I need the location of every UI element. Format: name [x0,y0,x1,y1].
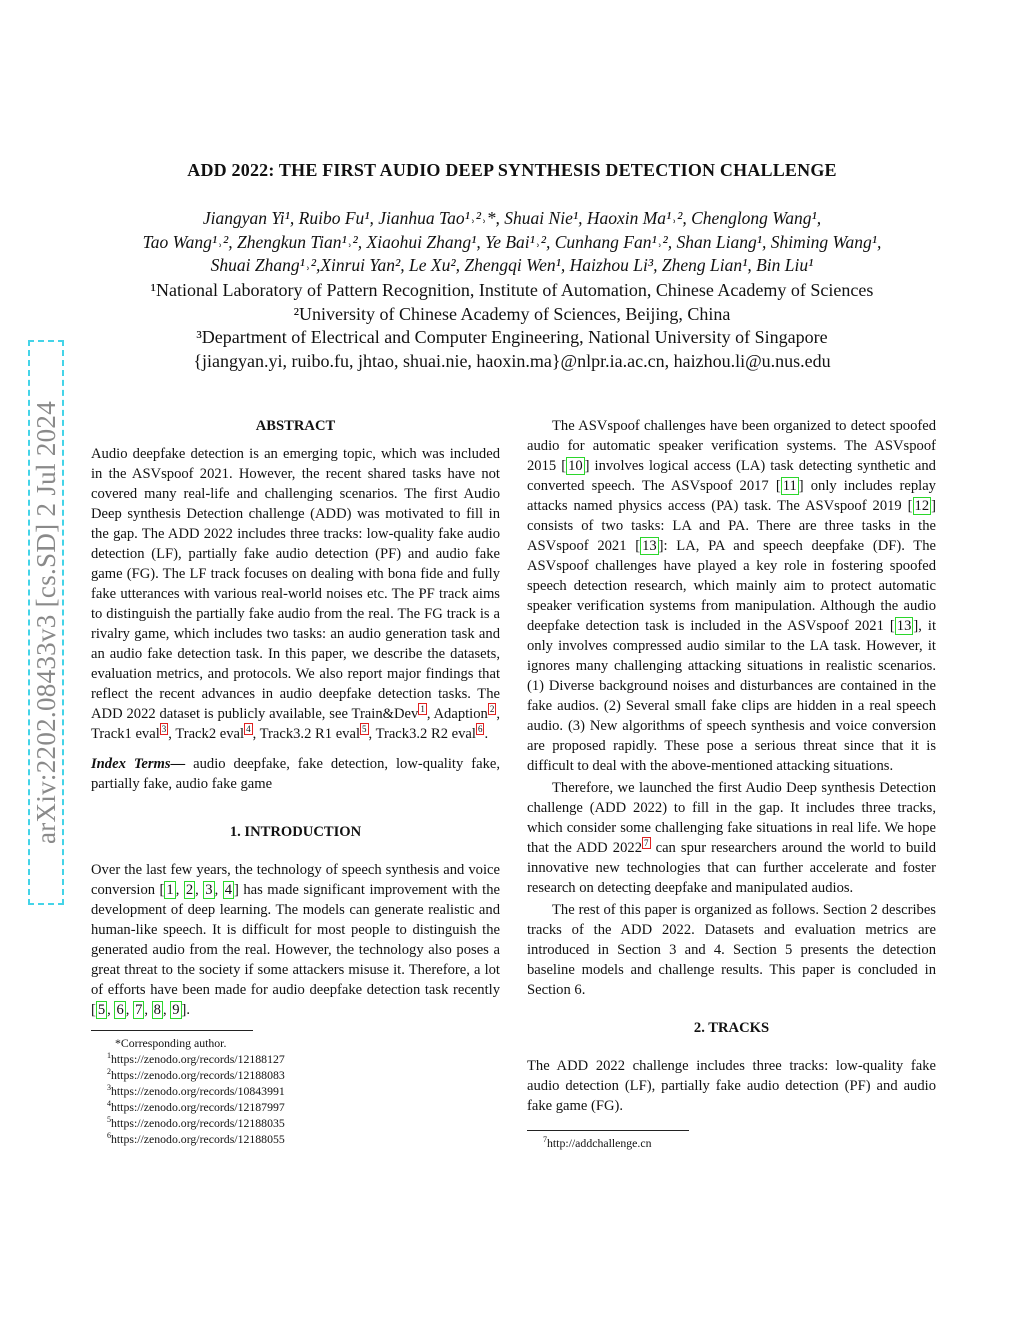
section-heading-tracks: 2. TRACKS [693,1020,770,1036]
footnote-divider [91,1030,253,1031]
footnote-url[interactable]: http://addchallenge.cn [547,1136,652,1150]
motivation-paragraph: Therefore, we launched the first Audio Deep synthesis Detection challenge (ADD 2022) to fill in the gap. It includes three tracks, which consider some challenging fake situations in real life. We hope that the ADD 2022 $^7$ can spur researchers around the world to build innovative new technologies that can further accelerate and foster research on detecting deepfake and manipulated audios. [527,780,936,896]
citation[interactable]: 3 [205,882,213,898]
intro-text: has made significant improvement with the development of deep learning. The models can generate realistic and human-like speech. It is difficult for most people to distinguish the generated audio from the real. However, the technology also poses a great threat to the society if some attackers misuse it. Therefore, a lot of efforts have been made for audio deepfake detection task recently [91,882,501,998]
author-emails: {jiangyan.yi, ruibo.fu, jhtao, shuai.nie, haoxin.ma}@nlpr.ia.ac.cn, haizhou.li@u.nus.edu [193,350,831,371]
footnote-url[interactable]: https://zenodo.org/records/10843991 [111,1084,285,1098]
author-line: Tao Wang¹˒², Zhengkun Tian¹˒², Xiaohui Zhang¹, Ye Bai¹˒², Cunhang Fan¹˒², Shan Liang¹, Shiming Wang¹, [142,231,882,252]
footnote-corresponding: *Corresponding author. [115,1036,227,1050]
citation[interactable]: 1 [166,882,174,898]
footnote-url[interactable]: https://zenodo.org/records/12188035 [111,1116,285,1130]
footnote: $^4$https://zenodo.org/records/12187997 [107,1099,285,1114]
footnote: $^2$https://zenodo.org/records/12188083 [107,1067,285,1082]
author-list [40,207,984,278]
dataset-link[interactable]: Adaption [433,706,488,722]
footnote-url[interactable]: https://zenodo.org/records/12187997 [111,1100,285,1114]
dataset-link[interactable]: Track2 eval [175,726,245,742]
right-column [527,416,936,1151]
dataset-link[interactable]: Train&Dev [351,706,419,722]
abstract-heading: ABSTRACT [255,418,336,434]
dataset-link[interactable]: Track1 eval [91,726,160,742]
affiliation-list [40,279,984,373]
dataset-link[interactable]: Track3.2 R2 eval [375,726,476,742]
footnote-divider [527,1130,689,1131]
author-line: Shuai Zhang¹˒²,Xinrui Yan², Le Xu², Zhengqi Wen¹, Haizhou Li³, Zheng Lian¹, Bin Liu¹ [210,255,814,275]
citation[interactable]: 9 [172,1002,180,1018]
citation[interactable]: 13 [896,618,912,634]
citation[interactable]: 13 [642,538,657,554]
citation[interactable]: 2 [185,882,194,898]
author-line: Jiangyan Yi¹, Ruibo Fu¹, Jianhua Tao¹˒²˒*, Shuai Nie¹, Haoxin Ma¹˒², Chenglong Wang¹, [202,208,822,228]
paper-title: ADD 2022: THE FIRST AUDIO DEEP SYNTHESIS DETECTION CHALLENGE [187,160,837,180]
affiliation: ²University of Chinese Academy of Sciences, Beijing, China [293,303,731,324]
outline-paragraph: The rest of this paper is organized as follows. Section 2 describes tracks of the ADD 2022. Datasets and evaluation metrics are introduced in Section 3 and 4. Section 5 presents the detection baseline models and challenge results. This paper is concluded in Section 6. [527,902,936,998]
citation[interactable]: 4 [224,882,232,898]
citation[interactable]: 10 [568,458,583,474]
affiliation: ¹National Laboratory of Pattern Recognition, Institute of Automation, Chinese Academy of Sciences [150,280,874,300]
index-terms [91,754,500,794]
citation[interactable]: 12 [914,498,930,514]
section-heading-introduction: 1. INTRODUCTION [229,824,362,840]
footnote: $^6$https://zenodo.org/records/12188055 [107,1131,285,1146]
abstract-text: Audio deepfake detection is an emerging topic, which was included in the ASVspoof 2021. However, the recent shared tasks have not covered many real-life and challenging scenarios. The first Audio Deep synthesis Detection challenge (ADD) was motivated to fill in the gap. The ADD 2022 includes three tracks: low-quality fake audio detection (LF), partially fake audio detection (PF) and audio fake game (FG). The LF track focuses on dealing with bona fide and fully fake utterances with various real-world noises etc. The PF track aims to distinguish the partially fake audio from the real. The FG track is a rivalry game, which includes two tasks: an audio generation task and an audio fake detection task. In this paper, we describe the datasets, evaluation metrics, and protocols. We also report major findings that reflect the recent advances in audio deepfake detection tasks. The ADD 2022 dataset is publicly available, see [91,446,500,722]
citation[interactable]: 5 [97,1002,106,1018]
footnote-ref[interactable]: 1 [420,704,425,715]
intro-text: Over the last few years, the technology of speech synthesis and voice conversion [91,862,500,898]
intro-paragraph: Over the last few years, the technology of speech synthesis and voice conversion [ 1 , 2 , 3 , 4 ] has made significant improvement with the development of deep learning. The models can generate realistic and human-like speech. It is difficult for most people to distinguish the generated audio from the real. However, the technology also poses a great threat to the society if some attackers misuse it. Therefore, a lot of efforts have been made for audio deepfake detection task recently [ 5 , 6 , 7 , 8 , 9 ]. [91,862,501,1018]
left-column [91,416,500,1147]
citation[interactable]: 8 [153,1002,161,1018]
footnote-ref[interactable]: 4 [246,724,251,735]
citation[interactable]: 6 [116,1002,124,1018]
footnote-ref[interactable]: 3 [161,724,167,735]
footnote-url[interactable]: https://zenodo.org/records/12188055 [111,1132,285,1146]
footnote: $^3$https://zenodo.org/records/10843991 [107,1083,285,1098]
footnote-ref[interactable]: 6 [477,724,483,735]
footnote: $^7$http://addchallenge.cn [543,1135,652,1150]
tracks-paragraph: The ADD 2022 challenge includes three tracks: low-quality fake audio detection (LF), partially fake audio detection (PF) and audio fake game (FG). [527,1058,936,1114]
abstract-body: Audio deepfake detection is an emerging topic, which was included in the ASVspoof 2021. However, the recent shared tasks have not covered many real-life and challenging scenarios. The first Audio Deep synthesis Detection challenge (ADD) was motivated to fill in the gap. The ADD 2022 includes three tracks: low-quality fake audio detection (LF), partially fake audio detection (PF) and audio fake game (FG). The LF track focuses on dealing with bona fide and fully fake utterances with various real-world noises etc. The PF track aims to distinguish the partially fake audio from the real. The FG track is a rivalry game, which includes two tasks: an audio generation task and an audio fake detection task. In this paper, we describe the datasets, evaluation metrics, and protocols. We also report major findings that reflect the recent advances in audio deepfake detection tasks. The ADD 2022 dataset is publicly available, see Train&Dev $^1$ , Adaption $^2$ , Track1 eval $^3$ , Track2 eval $^4$ , Track3.2 R1 eval $^5$ , Track3.2 R2 eval $^6$ . [91,446,500,742]
arxiv-stamp [28,340,64,905]
footnote-ref[interactable]: 2 [489,704,495,715]
citation[interactable]: 7 [135,1002,143,1018]
arxiv-stamp-text[interactable]: arXiv:2202.08433v3 [cs.SD] 2 Jul 2024 [28,340,64,905]
affiliation: ³Department of Electrical and Computer Engineering, National University of Singapore [196,327,828,347]
index-terms-label: Index Terms— [91,756,186,772]
dataset-link[interactable]: Track3.2 R1 eval [259,726,361,742]
footnote-ref[interactable]: 7 [644,838,649,849]
footnote-url[interactable]: https://zenodo.org/records/12188083 [111,1068,285,1082]
footnote-ref[interactable]: 5 [362,724,367,735]
asvspoof-paragraph: The ASVspoof challenges have been organized to detect spoofed audio for automatic speaker verification systems. The ASVspoof 2015 [ 10 ] involves logical access (LA) task detecting synthetic and converted speech. The ASVspoof 2017 [ 11 ] only includes replay attacks named physics access (PA) task. The ASVspoof 2019 [ 12 ] consists of two tasks: LA and PA. There are three tasks in the ASVspoof 2021 [ 13 ]: LA, PA and speech deepfake (DF). The ASVspoof challenges have played a key role in fostering spoofed speech detection research, which mainly aim to protect automatic speaker verification systems from manipulation. Although the audio deepfake detection task is included in the ASVspoof 2021 [ 13 ], it only involves compressed audio similar to the LA task. However, it ignores many challenging attacking situations in realistic scenarios. (1) Diverse background noises and disturbances are contained in the fake audios. (2) Several small fake clips are hidden in a real speech audio. (3) New algorithms of speech synthesis and voice conversion are proposed rapidly. These pose a serious threat since that it is difficult to deal with the above-mentioned attacking situations. [527,418,936,774]
index-terms-text: audio deepfake, fake detection, low-quality fake, partially fake, audio fake game [91,756,500,792]
footnote-url[interactable]: https://zenodo.org/records/12188127 [111,1052,285,1066]
citation[interactable]: 11 [782,478,797,494]
footnote: $^1$https://zenodo.org/records/12188127 [107,1051,285,1066]
footnote: $^5$https://zenodo.org/records/12188035 [107,1115,285,1130]
